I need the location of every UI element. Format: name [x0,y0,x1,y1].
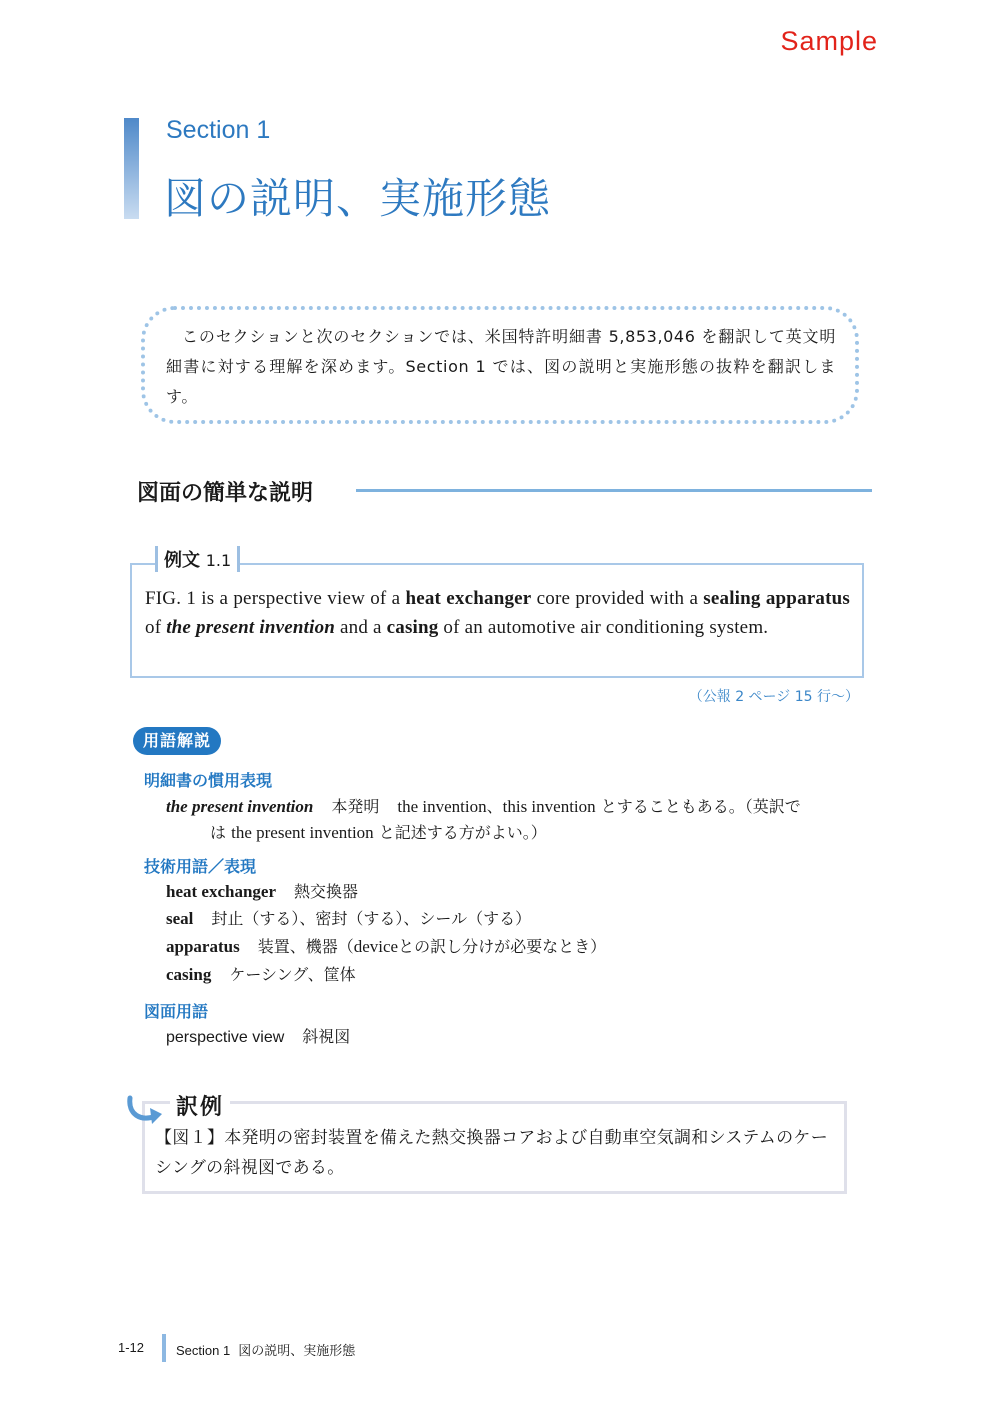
heading-rule [356,489,872,492]
footer-section-title: 図の説明、実施形態 [238,1344,356,1359]
example-term-present-invention: the present invention [166,617,336,638]
tech-item: heat exchanger 熱交換器 [166,882,359,901]
example-label-word: 例文 [164,550,200,571]
section-label: Section 1 [166,116,271,144]
example-source: （公報 2 ページ 15 行〜） [688,689,859,705]
example-text-part: of [145,617,167,638]
example-text-part: FIG. 1 is a perspective view of a [145,588,406,609]
drawing-item: perspective view 斜視図 [166,1027,351,1046]
translation-label: 訳例 [170,1090,230,1121]
idiom-entry-continued: は the present invention と記述する方がよい。） [210,823,547,842]
tech-item: casing ケーシング、筐体 [166,965,356,984]
example-label [155,546,240,572]
example-term-heat-exchanger: heat exchanger [405,588,532,609]
tech-item: seal 封止（する）、密封（する）、シール（する） [166,909,532,928]
idiom-term: the present invention [166,797,314,816]
example-text-part: of an automotive air conditioning system. [438,617,769,638]
tech-item: apparatus 装置、機器（deviceとの訳し分けが必要なとき） [166,937,607,956]
sample-watermark: Sample [780,26,878,56]
page-number: 1-12 [118,1340,145,1355]
section-accent-bar [124,118,139,219]
footer-divider [162,1334,166,1362]
idiom-meaning: 本発明 [331,797,380,816]
glossary-badge: 用語解説 [133,727,221,755]
footer-title [176,1340,355,1359]
drawing-heading: 図面用語 [144,1002,209,1021]
tech-heading: 技術用語／表現 [144,857,257,876]
footer-section: Section 1 [176,1343,231,1358]
example-text [145,584,850,642]
translation-text: 【図１】本発明の密封装置を備えた熱交換器コアおよび自動車空気調和システムのケーシングの斜視図である。 [155,1128,828,1178]
example-text-part: core provided with a [531,588,704,609]
intro-paragraph: このセクションと次のセクションでは、米国特許明細書 5,853,046 を翻訳して英文明細書に対する理解を深めます。Section 1 では、図の説明と実施形態の抜粋を翻訳します。 [166,327,836,406]
example-label-number: 1.1 [205,551,232,570]
section-heading: 図面の簡単な説明 [137,481,314,506]
example-term-sealing-apparatus: sealing apparatus [703,588,850,609]
page-title: 図の説明、実施形態 [164,174,552,223]
idiom-entry: the present invention 本発明 the invention、this invention とすることもある。（英訳で [166,797,801,816]
idiom-heading: 明細書の慣用表現 [144,771,273,790]
intro-text [166,322,836,412]
example-term-casing: casing [386,617,439,638]
example-text-part: and a [335,617,387,638]
